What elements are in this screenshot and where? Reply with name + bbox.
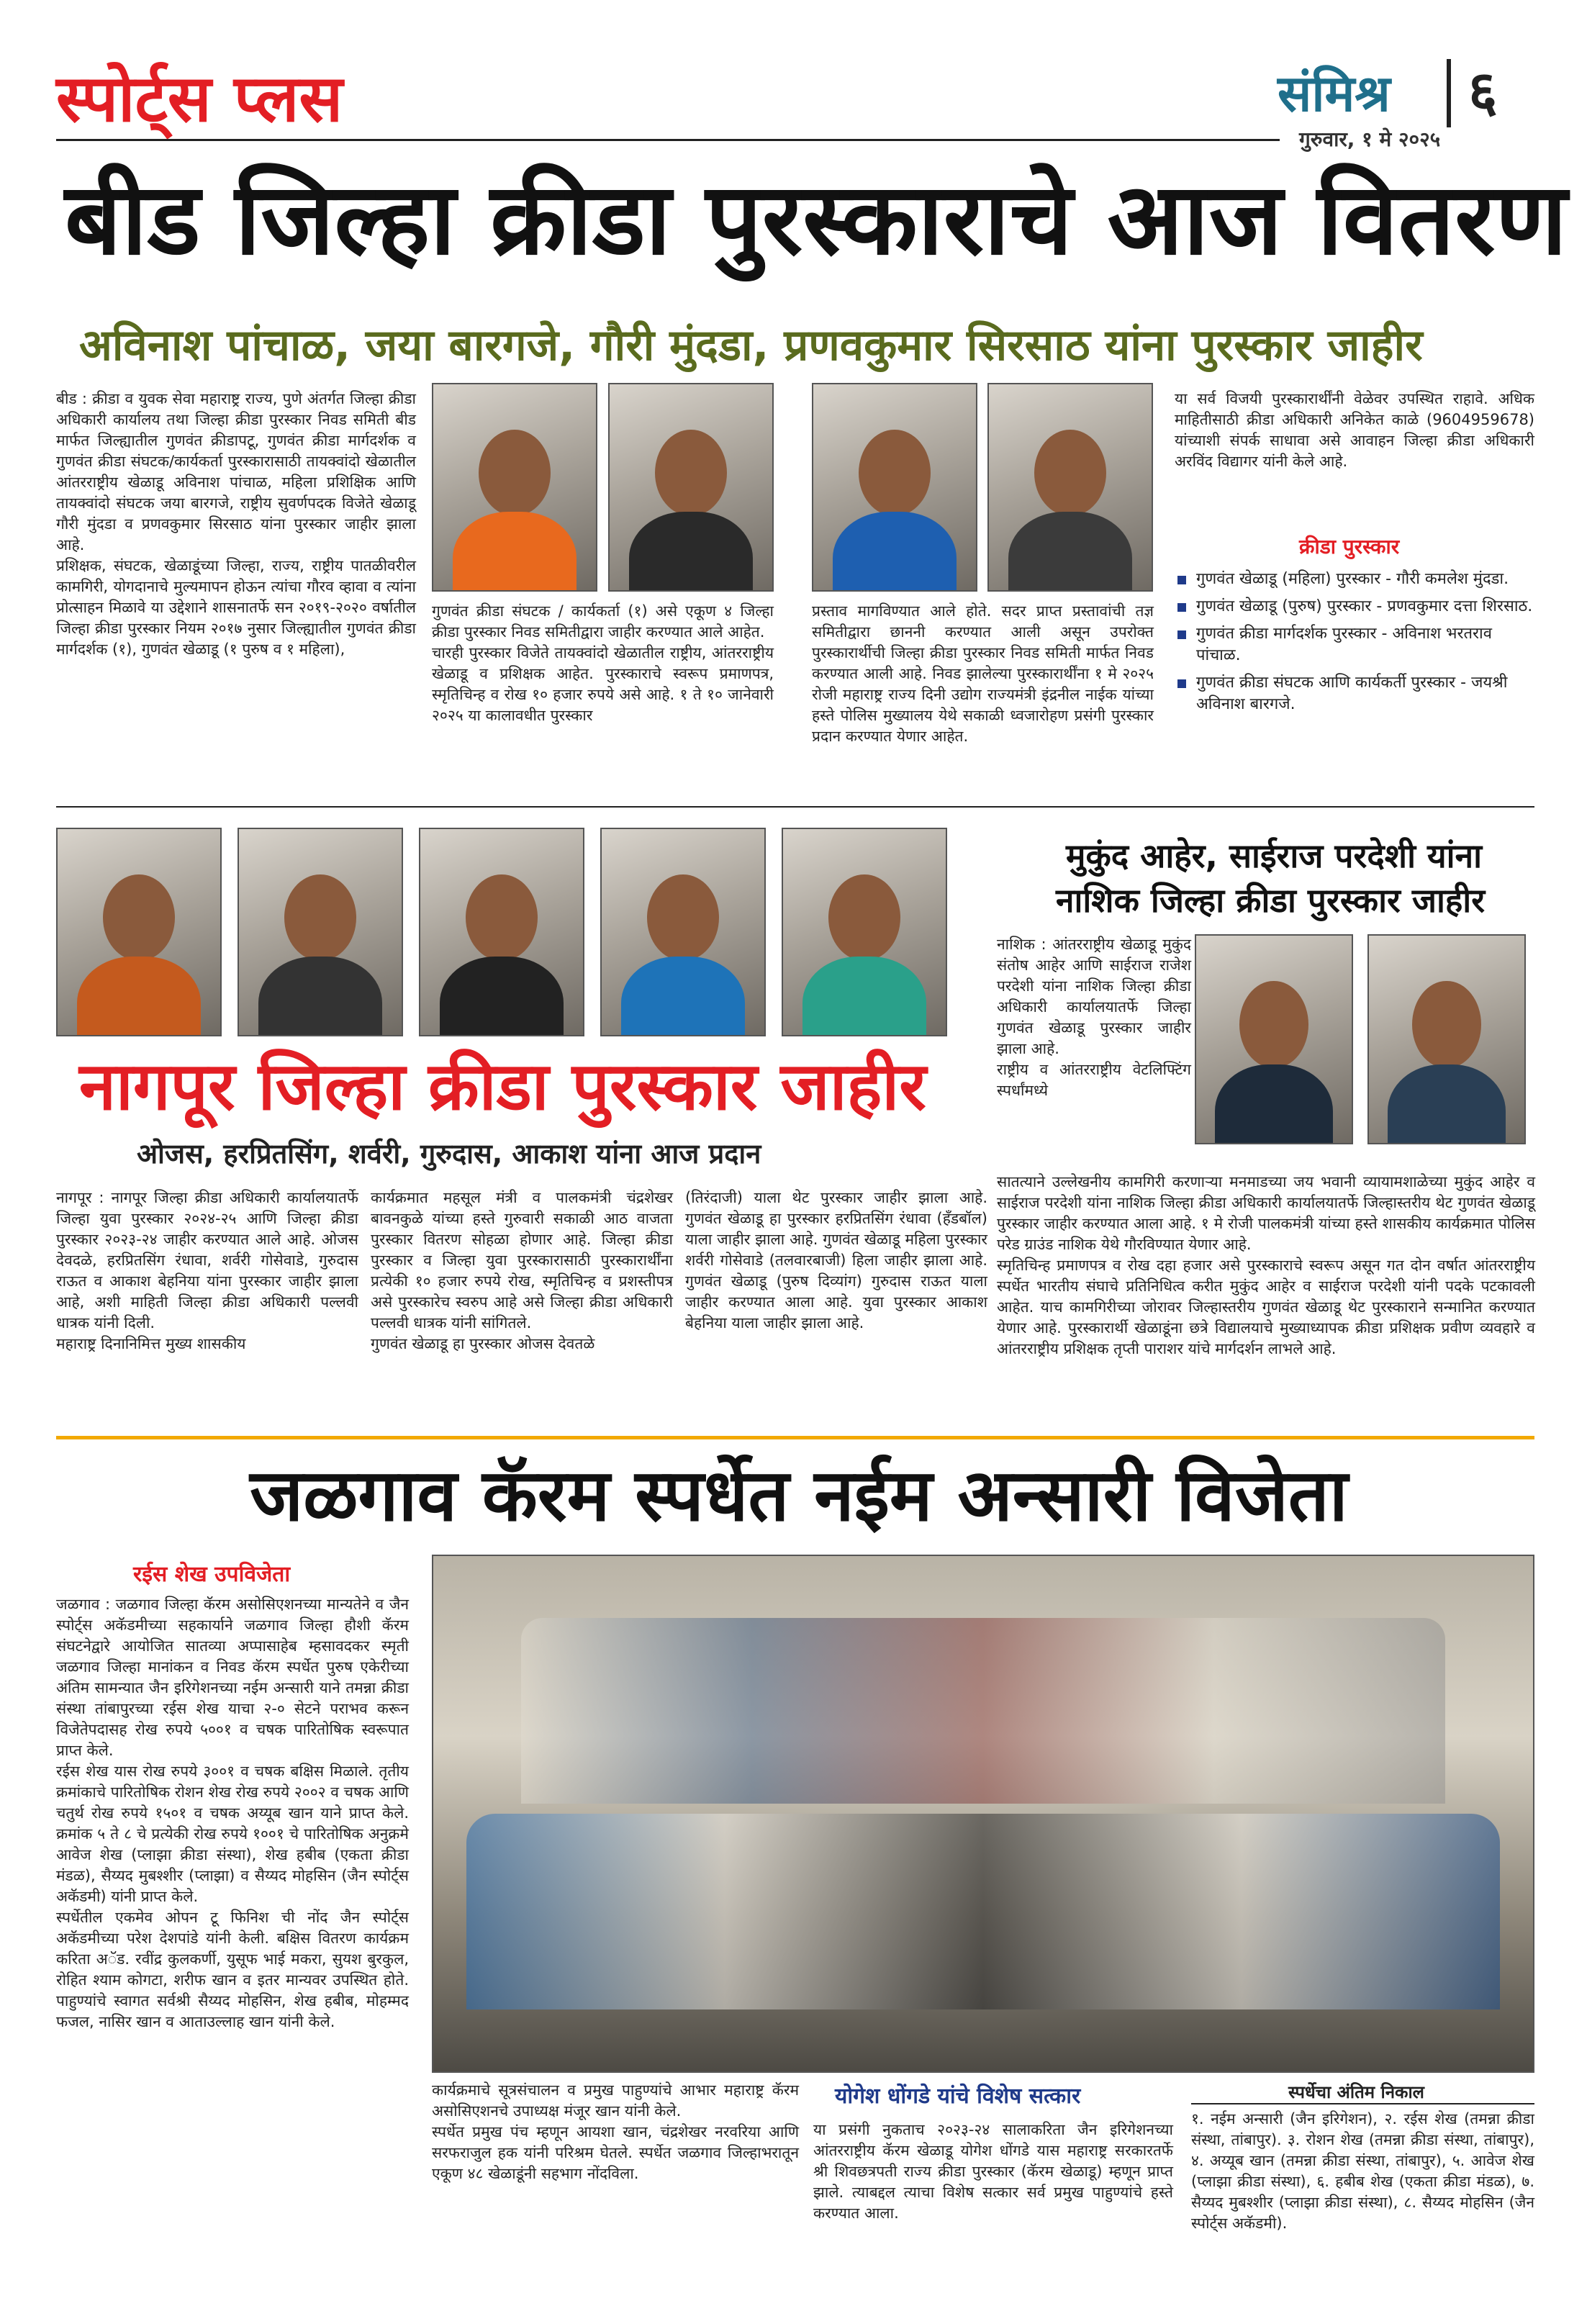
story4-col2: कार्यक्रमाचे सूत्रसंचालन व प्रमुख पाहुण्यांचे आभार महाराष्ट्र कॅरम असोसिएशनचे उपाध्यक्ष मंजूर खान यांनी केले. स्पर्धेत प्रमुख पंच म्हणून आयशा खान, चंद्रशेखर नरवरिया आणि सरफराजुल हक यांनी परिश्रम घेतले. स्पर्धेत जळगाव जिल्हाभरातून एकूण ४८ खेळाडूंनी सहभाग नोंदविला. (432, 2081, 799, 2182)
photo-avinash-panchal (812, 383, 977, 592)
masthead-rule (56, 139, 1280, 141)
story3-headline-line2: नाशिक जिल्हा क्रीडा पुरस्कार जाहीर (1055, 881, 1486, 920)
story2-col3: (तिरंदाजी) याला थेट पुरस्कार जाहीर झाला आहे. गुणवंत खेळाडू हा पुरस्कार हरप्रितसिंग रंधावा (हँडबॉल) याला जाहीर झाला आहे. गुणवंत खेळाडू महिला पुरस्कार शर्वरी गोसेवाडे (तलवारबाजी) हिला जाहीर झाला आहे. गुणवंत खेळाडू (पुरुष दिव्यांग) गुरुदास राऊत याला जाहीर करण्यात आला आहे. युवा पुरस्कार आकाश बेहनिया याला जाहीर झाला आहे. (685, 1189, 987, 1331)
story2-col2: कार्यक्रमात महसूल मंत्री व पालकमंत्री चंद्रशेखर बावनकुळे यांच्या हस्ते गुरुवारी सकाळी आठ वाजता पुरस्कार वितरण सोहळा होणार आहे. जिल्हा क्रीडा पुरस्कार व जिल्हा युवा पुरस्कारासाठी पुरस्कारार्थींना प्रत्येकी १० हजार रुपये रोख, स्मृतिचिन्ह व प्रशस्तीपत्र असे पुरस्कारेच स्वरुप आहे असे जिल्हा क्रीडा अधिकारी पल्लवी धात्रक यांनी सांगितले. गुणवंत खेळाडू हा पुरस्कार ओजस देवतळे (371, 1189, 673, 1352)
award-box-title: क्रीडा पुरस्कार (1299, 535, 1400, 559)
section-divider (1447, 59, 1451, 127)
results-title: स्पर्धेचा अंतिम निकाल (1288, 2082, 1424, 2102)
story3-headline-line1: मुकुंद आहेर, साईराज परदेशी यांना (1065, 836, 1483, 875)
photo-akash-behaniya (782, 828, 947, 1036)
story4-subhead: रईस शेख उपविजेता (133, 1562, 291, 1587)
photo-jaya-bargaje (432, 383, 597, 592)
section-rule-1 (56, 806, 1534, 808)
carrom-group-photo (432, 1555, 1534, 2073)
photo-pranavkumar-sirsath (987, 383, 1153, 592)
results-rule (1191, 2103, 1534, 2104)
award-item: गुणवंत खेळाडू (पुरुष) पुरस्कार - प्रणवकुमार दत्ता शिरसाठ. (1175, 596, 1534, 618)
story4-col3: या प्रसंगी नुकताच २०२३-२४ सालाकरिता जैन इरिगेशनच्या आंतरराष्ट्रीय कॅरम खेळाडू योगेश धोंगडे यास महाराष्ट्र सरकारतर्फे श्री शिवछत्रपती राज्य क्रीडा पुरस्कार (कॅरम खेळाडू) म्हणून प्राप्त झाले. त्याबद्दल त्याचा विशेष सत्कार सर्व प्रमुख पाहुण्यांचे हस्ते करण्यात आला. (813, 2121, 1173, 2222)
banner-rule (56, 1436, 1534, 1439)
results-list: १. नईम अन्सारी (जैन इरिगेशन), २. रईस शेख (तमन्ना क्रीडा संस्था, तांबापुर). ३. रोशन शेख (तमन्ना क्रीडा संस्था, तांबापुर), ४. अय्यूब खान (तमन्ना क्रीडा संस्था, तांबापुर), ५. आवेज शेख (प्लाझा क्रीडा संस्था), ६. हबीब शेख (एकता क्रीडा मंडळ), ७. सैय्यद मुबश्शीर (प्लाझा क्रीडा संस्था), ८. सैय्यद मोहसिन (जैन स्पोर्ट्स अकॅडमी). (1191, 2110, 1534, 2232)
brand-logo: स्पोर्ट्स प्लस (56, 60, 343, 137)
story2-subheadline: ओजस, हरप्रितसिंग, शर्वरी, गुरुदास, आकाश यांना आज प्रदान (137, 1138, 761, 1170)
award-item: गुणवंत खेळाडू (महिला) पुरस्कार - गौरी कमलेश मुंदडा. (1175, 569, 1534, 590)
story3-body: सातत्याने उल्लेखनीय कामगिरी करणाऱ्या मनमाडच्या जय भवानी व्यायामशाळेच्या मुकुंद आहेर व साईराज परदेशी यांना नाशिक जिल्हा क्रीडा अधिकारी कार्यालयातर्फे जिल्हास्तरीय थेट गुणवंत खेळाडू पुरस्कार जाहीर करण्यात आला आहे. १ मे रोजी पालकमंत्री यांच्या हस्ते शासकीय कार्यक्रमात पोलिस परेड ग्राउंड नाशिक येथे गौरविण्यात येणार आहे. स्मृतिचिन्ह प्रमाणपत्र व रोख दहा हजार असे पुरस्काराचे स्वरूप असून गत दोन वर्षात आंतरराष्ट्रीय स्पर्धेत भारतीय संघाचे प्रतिनिधित्व करीत मुकुंद आहेर व साईराज परदेशी यांनी पदके पटकावली आहेत. याच कामगिरीच्या जोरावर जिल्हास्तरीय गुणवंत खेळाडू थेट पुरस्काराने सन्मानित करण्यात येणार आहे. पुरस्कारार्थी खेळाडूंना छत्रे विद्यालयाचे मुख्याध्यापक क्रीडा प्रशिक्षक प्रवीण व्यवहारे व आंतरराष्ट्रीय प्रशिक्षक तृप्ती पाराशर यांचे मार्गदर्शन लाभले आहे. (997, 1173, 1535, 1357)
photo-harpreetsingh-randhawa (238, 828, 403, 1036)
story2-headline: नागपूर जिल्हा क्रीडा पुरस्कार जाहीर (79, 1048, 926, 1125)
story1-col1: बीड : क्रीडा व युवक सेवा महाराष्ट्र राज्य, पुणे अंतर्गत जिल्हा क्रीडा अधिकारी कार्यालय तथा जिल्हा क्रीडा पुरस्कार निवड समिती बीड मार्फत जिल्ह्यातील गुणवंत क्रीडापटू, गुणवंत क्रीडा मार्गदर्शक व गुणवंत क्रीडा संघटक/कार्यकर्ता पुरस्कारासाठी तायक्वांदो खेळातील आंतरराष्ट्रीय खेळाडू अविनाश पांचाळ, महिला प्रशिक्षिक आणि तायक्वांदो संघटक जया बारगजे, राष्ट्रीय सुवर्णपदक विजेते खेळाडू गौरी मुंदडा व प्रणवकुमार सिरसाठ यांना पुरस्कार जाहीर झाला आहे. प्रशिक्षक, संघटक, खेळाडूंच्या जिल्हा, राज्य, राष्ट्रीय पातळीवरील कामगिरी, योगदानाचे मुल्यमापन होऊन त्यांचा गौरव व्हावा व त्यांना प्रोत्साहन मिळावे या उद्देशाने शासनातर्फे सन २०१९-२०२० वर्षातील जिल्हा क्रीडा पुरस्कार नियम २०१७ नुसार जिल्ह्यातील गुणवंत क्रीडा मार्गदर्शक (१), गुणवंत खेळाडू (१ पुरुष व १ महिला), (56, 390, 416, 658)
issue-date: गुरुवार, १ मे २०२५ (1299, 127, 1441, 151)
story4-headline: जळगाव कॅरम स्पर्धेत नईम अन्सारी विजेता (250, 1453, 1348, 1537)
award-item: गुणवंत क्रीडा संघटक आणि कार्यकर्ती पुरस्कार - जयश्री अविनाश बारगजे. (1175, 672, 1534, 715)
story1-subheadline: अविनाश पांचाळ, जया बारगजे, गौरी मुंदडा, प्रणवकुमार सिरसाठ यांना पुरस्कार जाहीर (79, 320, 1423, 371)
story1-col3: प्रस्ताव मागविण्यात आले होते. सदर प्राप्त प्रस्तावांची तज्ञ समितीद्वारा छाननी करण्यात आली असून उपरोक्त पुरस्कारार्थीची जिल्हा क्रीडा पुरस्कार निवड समिती मार्फत निवड करण्यात आली आहे. निवड झालेल्या पुरस्कारार्थींना १ मे २०२५ रोजी महाराष्ट्र राज्य दिनी उद्योग राज्यमंत्री इंद्रनील नाईक यांच्या हस्ते पोलिस मुख्यालय येथे सकाळी ध्वजारोहण प्रसंगी पुरस्कार प्रदान करण्यात येणार आहेत. (812, 602, 1154, 745)
photo-sharvari-gosewade (419, 828, 584, 1036)
story4-col1: जळगाव : जळगाव जिल्हा कॅरम असोसिएशनच्या मान्यतेने व जैन स्पोर्ट्स अकॅडमीच्या सहकार्याने जळगाव जिल्हा हौशी कॅरम संघटनेद्वारे आयोजित सातव्या अप्पासाहेब म्हसावदकर स्मृती जळगाव जिल्हा मानांकन व निवड कॅरम स्पर्धेत पुरुष एकेरीच्या अंतिम सामन्यात जैन इरिगेशनच्या नईम अन्सारी याने तमन्ना क्रीडा संस्था तांबापुरच्या रईस शेख याचा २-० सेटने पराभव करून विजेतेपदासह रोख रुपये ५००१ व चषक पारितोषिक स्वरूपात प्राप्त केले. रईस शेख यास रोख रुपये ३००१ व चषक बक्षिस मिळाले. तृतीय क्रमांकाचे पारितोषिक रोशन शेख रोख रुपये २००२ व चषक आणि चतुर्थ रोख रुपये १५०१ व चषक अय्यूब खान याने प्राप्त केले. क्रमांक ५ ते ८ चे प्रत्येकी रोख रुपये १००१ चे पारितोषिक अनुक्रमे आवेज शेख (प्लाझा क्रीडा संस्था), शेख हबीब (एकता क्रीडा मंडळ), सैय्यद मुबश्शीर (प्लाझा) व सैय्यद मोहसिन (जैन स्पोर्ट्स अकॅडमी) यांनी प्राप्त केले. स्पर्धेतील एकमेव ओपन टू फिनिश ची नोंद जैन स्पोर्ट्स अकॅडमीच्या परेश देशपांडे यांनी केली. बक्षिस वितरण कार्यक्रम करिता अॅड. रवींद्र कुलकर्णी, युसूफ भाई मकरा, सुयश बुरकुल, रोहित श्याम कोगटा, शरीफ खान व इतर मान्यवर उपस्थित होते. पाहुण्यांचे स्वागत सर्वश्री सैय्यद मोहसिन, शेख हबीब, मोहम्मद फजल, नासिर खान व आताउल्लाह खान यांनी केले. (56, 1596, 409, 2030)
story1-col4: या सर्व विजयी पुरस्कारार्थींनी वेळेवर उपस्थित राहावे. अधिक माहितीसाठी क्रीडा अधिकारी अनिकेत काळे (9604959678) यांच्याशी संपर्क साधावा असे आवाहन जिल्हा क्रीडा अधिकारी अरविंद विद्यागर यांनी केले आहे. (1175, 390, 1534, 470)
story1-headline: बीड जिल्हा क्रीडा पुरस्काराचे आज वितरण (65, 161, 1568, 277)
story3-intro: नाशिक : आंतरराष्ट्रीय खेळाडू मुकुंद संतोष आहेर आणि साईराज राजेश परदेशी यांना नाशिक जिल्हा क्रीडा अधिकारी कार्यालयातर्फे जिल्हा गुणवंत खेळाडू पुरस्कार जाहीर झाला आहे. राष्ट्रीय व आंतरराष्ट्रीय वेटलिफ्टिंग स्पर्धांमध्ये (997, 936, 1191, 1099)
story2-col1: नागपूर : नागपूर जिल्हा क्रीडा अधिकारी कार्यालयातर्फे जिल्हा युवा पुरस्कार २०२४-२५ आणि जिल्हा क्रीडा पुरस्कार २०२३-२४ जाहीर करण्यात आले आहे. ओजस देवदळे, हरप्रितसिंग रंधावा, शर्वरी गोसेवाडे, गुरुदास राऊत व आकाश बेहनिया यांना पुरस्कार जाहीर झाला आहे, अशी माहिती जिल्हा क्रीडा अधिकारी पल्लवी धात्रक यांनी दिली. महाराष्ट्र दिनानिमित्त मुख्य शासकीय (56, 1189, 358, 1352)
page-number: ६ (1468, 60, 1498, 125)
special-felicitation-title: योगेश धोंगडे यांचे विशेष सत्कार (835, 2084, 1081, 2109)
photo-mukund-aher (1195, 934, 1353, 1144)
award-list (1175, 569, 1534, 721)
photo-ojas-devtale (56, 828, 222, 1036)
section-label: संमिश्र (1278, 64, 1391, 123)
photo-gurudas-raut (600, 828, 766, 1036)
award-item: गुणवंत क्रीडा मार्गदर्शक पुरस्कार - अविनाश भरतराव पांचाळ. (1175, 623, 1534, 666)
story1-col2: गुणवंत क्रीडा संघटक / कार्यकर्ता (१) असे एकूण ४ जिल्हा क्रीडा पुरस्कार निवड समितीद्वारा जाहीर करण्यात आले आहेत. चारही पुरस्कार विजेते तायक्वांदो खेळातील राष्ट्रीय, आंतरराष्ट्रीय खेळाडू व प्रशिक्षक आहेत. पुरस्काराचे स्वरूप प्रमाणपत्र, स्मृतिचिन्ह व रोख १० हजार रुपये असे आहे. १ ते १० जानेवारी २०२५ या कालावधीत पुरस्कार (432, 602, 774, 724)
photo-sairaj-pardeshi (1367, 934, 1526, 1144)
photo-gauri-mundada (608, 383, 774, 592)
